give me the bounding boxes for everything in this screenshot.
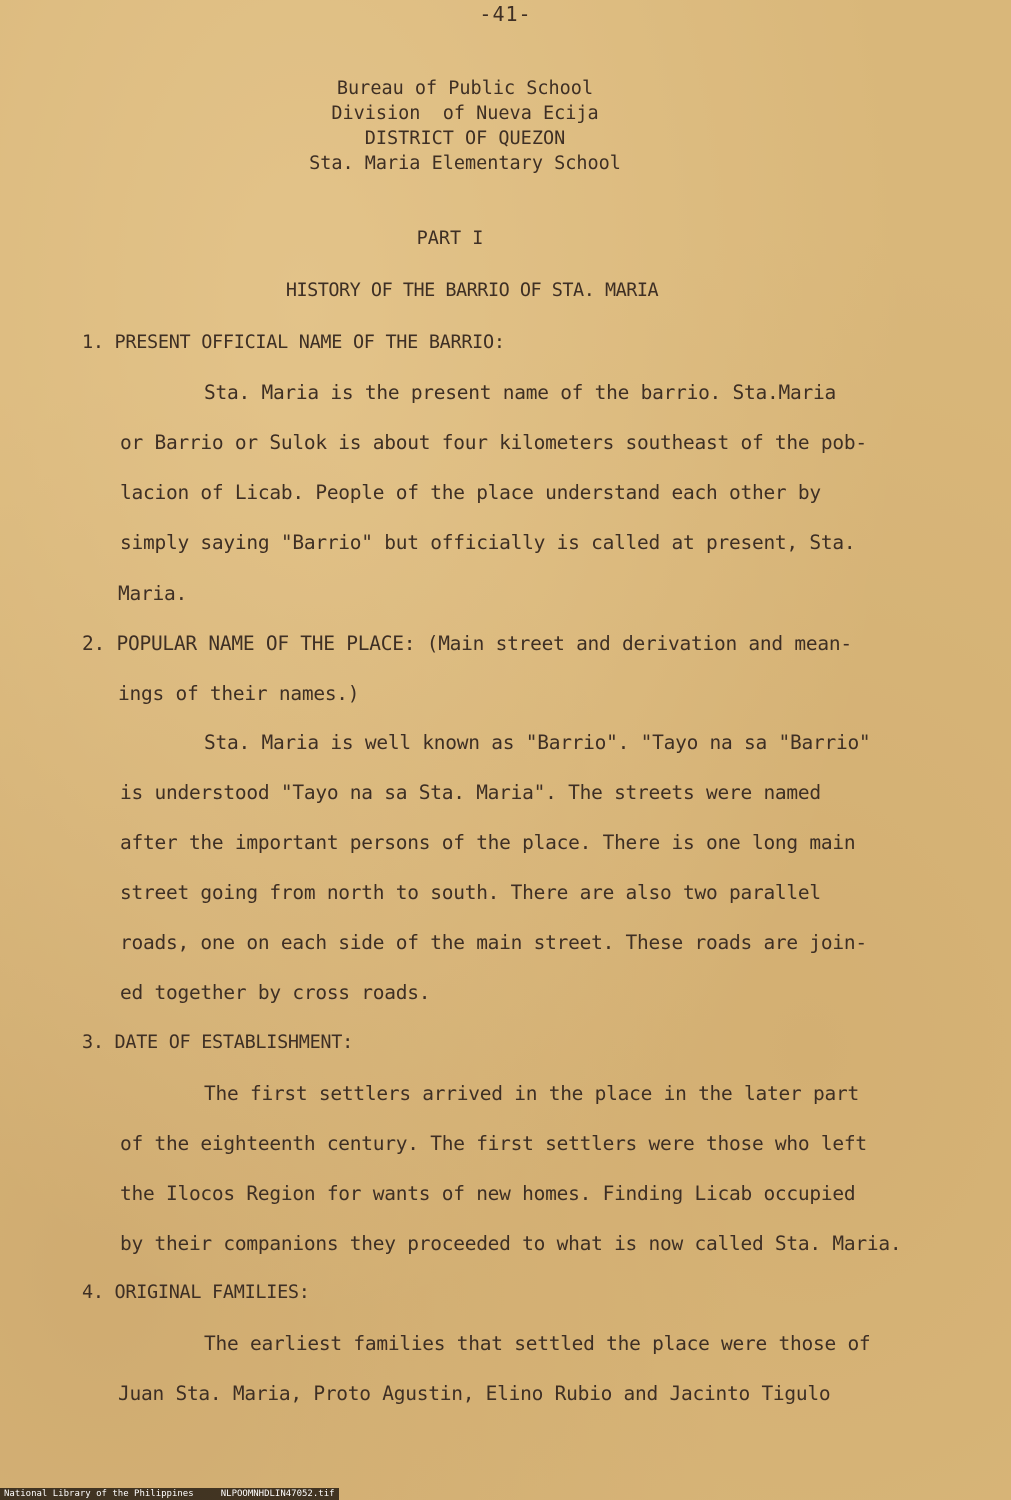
section-3-line-3: the Ilocos Region for wants of new homes. Finding Licab occupied	[120, 1182, 856, 1205]
section-3-line-1: The first settlers arrived in the place in the later part	[204, 1082, 859, 1105]
archive-footer: National Library of the Philippines NLPOOMNHDLIN47052.tif	[0, 1488, 339, 1500]
section-2-heading-line-1: 2. POPULAR NAME OF THE PLACE: (Main street and derivation and mean-	[82, 632, 852, 655]
header-school: Sta. Maria Elementary School	[309, 153, 621, 174]
section-1-line-2: or Barrio or Sulok is about four kilometers southeast of the pob-	[120, 431, 867, 454]
section-2-line-2: is understood "Tayo na sa Sta. Maria". The streets were named	[120, 781, 821, 804]
section-2-line-3: after the important persons of the place. There is one long main	[120, 831, 856, 854]
section-3-line-2: of the eighteenth century. The first settlers were those who left	[120, 1132, 867, 1155]
page-number: -41-	[479, 2, 532, 26]
part-title: PART I	[416, 228, 484, 249]
header-bureau: Bureau of Public School	[336, 78, 594, 99]
section-3-line-4: by their companions they proceeded to what is now called Sta. Maria.	[120, 1232, 902, 1255]
document-header	[0, 76, 930, 176]
section-1-heading: 1. PRESENT OFFICIAL NAME OF THE BARRIO:	[82, 332, 505, 353]
section-1-line-1: Sta. Maria is the present name of the barrio. Sta.Maria	[204, 381, 836, 404]
section-2-line-1: Sta. Maria is well known as "Barrio". "Tayo na sa "Barrio"	[204, 731, 871, 754]
section-2-line-6: ed together by cross roads.	[120, 981, 431, 1004]
header-district: DISTRICT OF QUEZON	[364, 128, 566, 149]
section-4-line-2: Juan Sta. Maria, Proto Agustin, Elino Rubio and Jacinto Tigulo	[118, 1382, 831, 1405]
section-1-line-4: simply saying "Barrio" but officially is called at present, Sta.	[120, 531, 856, 554]
section-3-heading: 3. DATE OF ESTABLISHMENT:	[82, 1032, 353, 1053]
section-2-heading-line-2: ings of their names.)	[118, 682, 360, 705]
section-2-line-5: roads, one on each side of the main street. These roads are join-	[120, 931, 867, 954]
section-4-line-1: The earliest families that settled the place were those of	[204, 1332, 871, 1355]
section-1-line-5: Maria.	[118, 582, 187, 605]
section-4-heading: 4. ORIGINAL FAMILIES:	[82, 1282, 310, 1303]
section-1-line-3: lacion of Licab. People of the place understand each other by	[120, 481, 821, 504]
header-division: Division of Nueva Ecija	[331, 103, 599, 124]
section-2-line-4: street going from north to south. There are also two parallel	[120, 881, 821, 904]
history-title: HISTORY OF THE BARRIO OF STA. MARIA	[285, 280, 659, 301]
